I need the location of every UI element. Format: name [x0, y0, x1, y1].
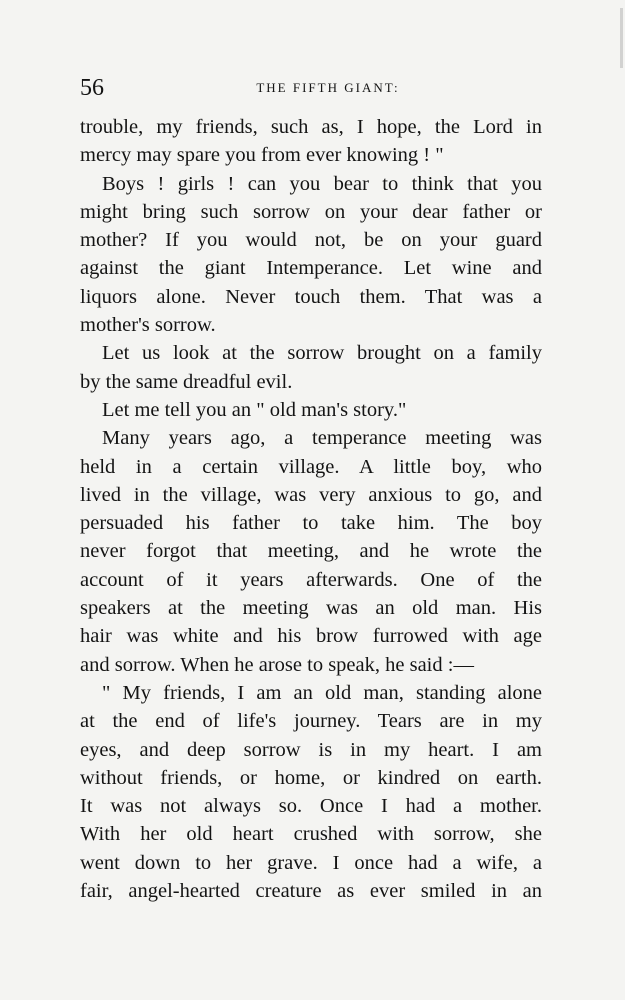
page-edge-mark: [620, 8, 623, 68]
text-line: " My friends, I am an old man, standing alone: [102, 681, 542, 704]
text-line: With her old heart crushed with sorrow, she: [80, 823, 542, 846]
text-line: persuaded his father to take him. The boy: [80, 512, 542, 535]
text-line: without friends, or home, or kindred on earth.: [80, 766, 542, 789]
text-line: might bring such sorrow on your dear father or: [80, 200, 542, 223]
text-line: Let me tell you an " old man's story.": [102, 398, 407, 421]
text-line: held in a certain village. A little boy, who: [80, 455, 542, 478]
text-line: trouble, my friends, such as, I hope, the Lord in: [80, 116, 542, 138]
running-title: THE FIFTH GIANT:: [256, 80, 400, 95]
text-line: mercy may spare you from ever knowing ! ": [80, 144, 444, 167]
text-line: by the same dreadful evil.: [80, 370, 293, 393]
text-line: fair, angel-hearted creature as ever smiled in an: [80, 880, 542, 903]
text-line: Many years ago, a temperance meeting was: [102, 427, 542, 450]
text-line: lived in the village, was very anxious to go, and: [80, 483, 542, 506]
text-line: It was not always so. Once I had a mother.: [80, 795, 542, 818]
text-line: hair was white and his brow furrowed with age: [80, 625, 542, 648]
text-line: mother's sorrow.: [80, 314, 216, 337]
text-line: account of it years afterwards. One of the: [80, 568, 542, 591]
text-line: at the end of life's journey. Tears are in my: [80, 710, 542, 733]
text-line: never forgot that meeting, and he wrote the: [80, 540, 542, 563]
text-line: eyes, and deep sorrow is in my heart. I am: [80, 738, 542, 761]
page-header: [80, 74, 540, 106]
text-line: went down to her grave. I once had a wife, a: [80, 851, 542, 874]
text-line: against the giant Intemperance. Let wine and: [80, 257, 542, 280]
text-line: Boys ! girls ! can you bear to think that you: [102, 172, 542, 195]
page-number: 56: [80, 75, 104, 101]
text-line: and sorrow. When he arose to speak, he said :—: [80, 653, 474, 676]
body-text: [80, 113, 542, 905]
text-line: speakers at the meeting was an old man. His: [80, 597, 542, 620]
text-line: liquors alone. Never touch them. That was a: [80, 285, 542, 308]
text-line: Let us look at the sorrow brought on a family: [102, 342, 542, 365]
text-line: mother? If you would not, be on your guard: [80, 229, 542, 252]
